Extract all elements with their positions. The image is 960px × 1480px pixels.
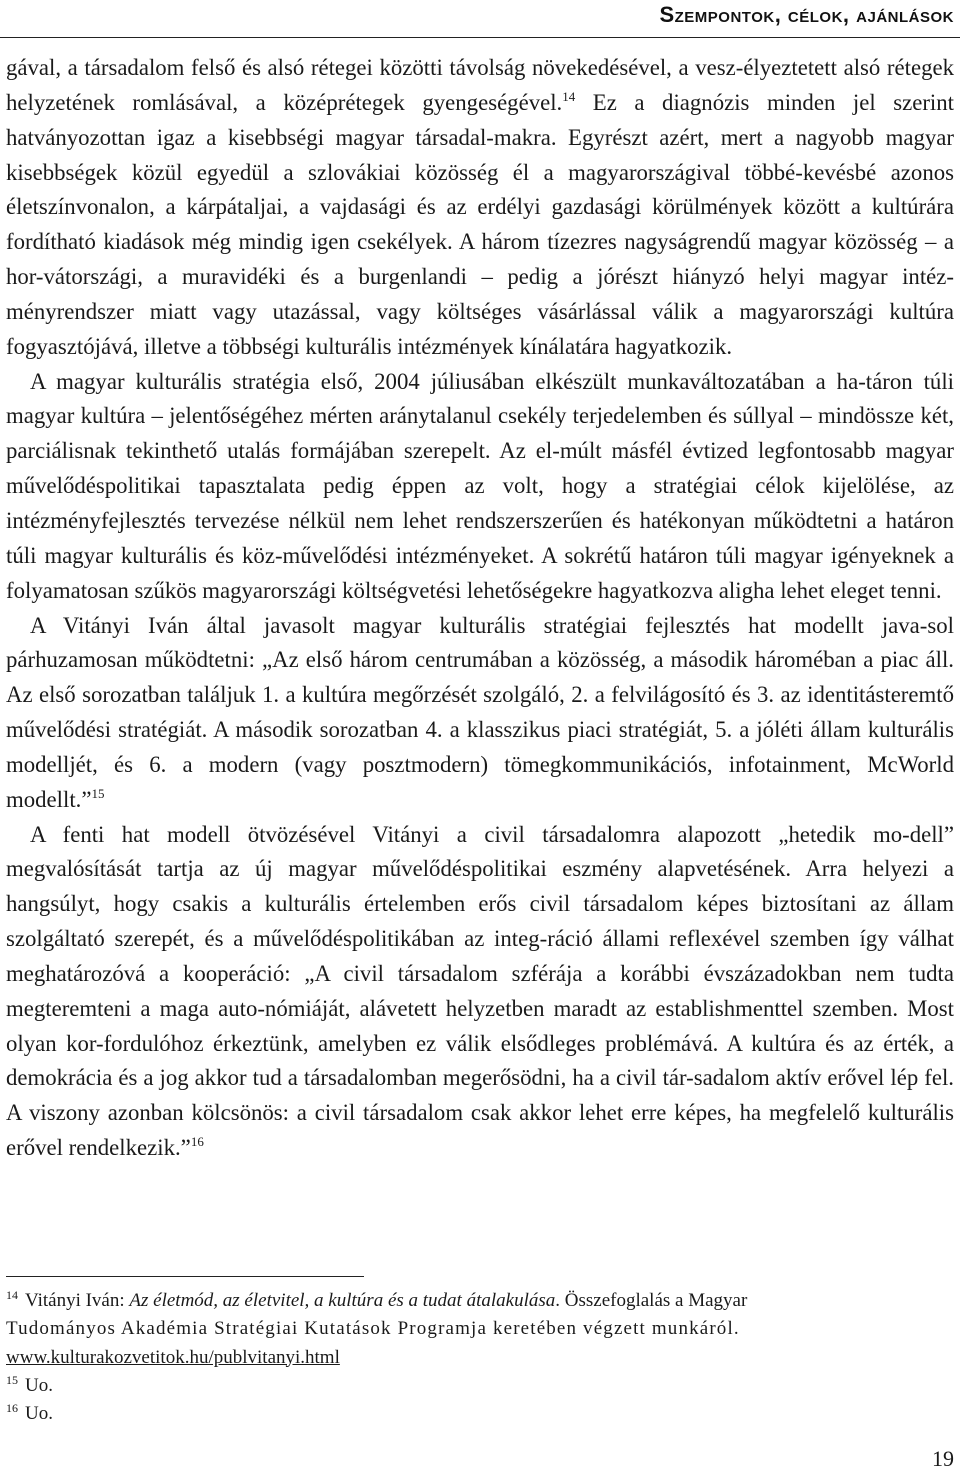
paragraph-4-text: A fenti hat modell ötvözésével Vitányi a civil társadalomra alapozott „hetedik mo-dell” megvalósítását tartja az új magyar művelődéspolitikai eszmény alapvetésének. Arra helyezi a hangsúlyt, hogy csakis a kulturális értelemben erős civil társadalom képes biztosítani az állam szolgáltató szerepét, és a művelődéspolitikában az integ-ráció állami reflexével szemben így válhat meghatározóvá a kooperáció: „A civil társadalom szférája a korábbi évszázadokban nem tudta megteremteni a maga auto-nómiáját, alávetett helyzetben maradt az establishmenttel szemben. Most olyan kor-fordulóhoz érkeztünk, amelyben ez válik elsődleges problémává. A kultúra és az érték, a demokrácia és a jog akkor tud a társadalomban megerősödni, ha a civil tár-sadalom aktív erővel lép fel. A viszony azonban kölcsönös: a civil társadalom csak akkor lehet erre képes, ha megfelelő kulturális erővel rendelkezik.” bbox=[6, 821, 954, 1161]
running-header: Szempontok, célok, ajánlások bbox=[659, 2, 954, 27]
paragraph-2: A magyar kulturális stratégia első, 2004 júliusában elkészült munkaváltozatában a ha-táron túli magyar kultúra – jelentőségéhez mérten aránytalanul csekély terjedelemben és súllyal – mindössze két, parciálisnak tekinthető utalás formájában szerepelt. Az el-múlt másfél évtized legfontosabb magyar művelődéspolitikai tapasztalata pedig éppen az volt, hogy a stratégiai célok kijelölése, az intézményfejlesztés tervezése nélkül nem lehet rendszerszerűen és hatékonyan működtetni a határon túli magyar kulturális és köz-művelődési intézményeket. A sokrétű határon túli magyar igényeknek a folyamatosan szűkös magyarországi költségvetési lehetőségekre hagyatkozva aligha lehet eleget tenni. bbox=[6, 368, 954, 603]
footnote-rule bbox=[6, 1276, 364, 1277]
paragraph-4 bbox=[6, 818, 954, 1166]
footnote-16 bbox=[6, 1400, 954, 1428]
footnote-title: Az életmód, az életvitel, a kultúra és a tudat átalakulása bbox=[129, 1290, 556, 1311]
paragraph-1-text-b: Ez a diagnózis minden jel szerint hatványozottan igaz a kisebbségi magyar társadal-makra. Egyrészt azért, mert a nagyobb magyar kisebbségek közül egyedül a szlovákiai közösség él a magyarországival többé-kevésbé azonos életszínvonalon, a kárpátaljai, a vajdasági és az erdélyi gazdasági körülmények között a kultúrára fordítható kiadások még mindig igen csekélyek. A három tízezres nagyságrendű magyar közösség – a hor-vátországi, a muravidéki és a burgenlandi – pedig a jórészt hiányzó helyi magyar intéz-ményrendszer miatt vagy utazással, vagy költséges vásárlással válik a magyarországi kultúra fogyasztójává, illetve a többségi kulturális intézmények kínálatára hagyatkozik. bbox=[6, 89, 954, 359]
page-number: 19 bbox=[932, 1446, 954, 1471]
header-rule bbox=[0, 37, 960, 38]
footnote-link[interactable]: www.kulturakozvetitok.hu/publvitanyi.html bbox=[6, 1346, 340, 1368]
footnote-14 bbox=[6, 1287, 954, 1372]
footnote-text: . Összefoglalás a Magyar bbox=[555, 1290, 748, 1311]
footnote-text: Uo. bbox=[25, 1374, 53, 1396]
footnote-number: 16 bbox=[6, 1401, 18, 1416]
paragraph-1 bbox=[6, 51, 954, 365]
footnote-text: Tudományos Akadémia Stratégiai Kutatások Programja keretében végzett munkáról. bbox=[6, 1318, 740, 1340]
footnote-ref-16[interactable]: 16 bbox=[190, 1134, 204, 1150]
paragraph-3 bbox=[6, 609, 954, 818]
paragraph-1-text-a: gával, a társadalom felső és alsó rétegei közötti távolság növekedésével, a vesz-élyeztetett alsó rétegek helyzetének romlásával, a középrétegek gyengeségével. bbox=[6, 55, 954, 115]
footnote-text: Uo. bbox=[25, 1403, 53, 1425]
paragraph-3-text: A Vitányi Iván által javasolt magyar kulturális stratégiai fejlesztés hat modellt java-sol párhuzamosan működtetni: „Az első három centrumában a közösség, a második hároméban a piac áll. Az első sorozatban találjuk 1. a kultúra megőrzését szolgáló, 2. a felvilágosító és 3. az identitásteremtő művelődési stratégiát. A második sorozatban 4. a klasszikus piaci stratégiát, 5. a jóléti állam kulturális modelljét, és 6. a modern (vagy posztmodern) tömegkommunikációs, infotainment, McWorld modellt.” bbox=[6, 612, 954, 812]
footnotes bbox=[6, 1287, 954, 1428]
footnote-author: Vitányi Iván: bbox=[25, 1290, 130, 1311]
footnote-ref-14[interactable]: 14 bbox=[562, 88, 576, 104]
footnote-ref-15[interactable]: 15 bbox=[91, 785, 105, 801]
body-text bbox=[6, 51, 954, 1166]
footnote-number: 15 bbox=[6, 1372, 18, 1387]
footnote-number: 14 bbox=[6, 1288, 18, 1302]
footnote-15 bbox=[6, 1372, 954, 1400]
